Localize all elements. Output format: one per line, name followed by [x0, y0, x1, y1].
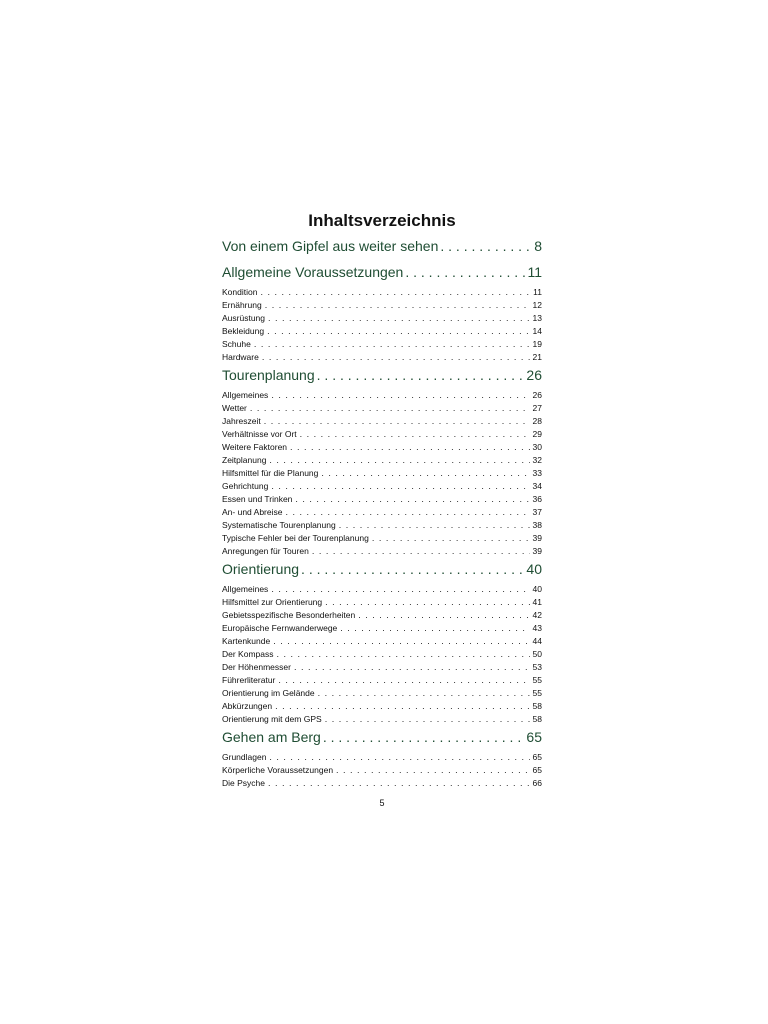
entry-title: Europäische Fernwanderwege	[222, 623, 338, 633]
chapter-title: Gehen am Berg	[222, 729, 321, 745]
leader-dots	[254, 338, 530, 351]
entry-page: 39	[532, 546, 542, 556]
toc-section-5	[222, 729, 542, 790]
leader-dots	[278, 674, 529, 687]
chapter-title: Tourenplanung	[222, 367, 315, 383]
leader-dots	[358, 609, 529, 622]
leader-dots	[268, 777, 530, 790]
entry-page: 26	[532, 390, 542, 400]
toc-entry	[222, 661, 542, 674]
toc-title: Inhaltsverzeichnis	[308, 211, 456, 230]
toc-entry	[222, 493, 542, 506]
toc-entry	[222, 687, 542, 700]
leader-dots	[336, 764, 529, 777]
entry-page: 11	[533, 287, 542, 297]
toc-entry	[222, 415, 542, 428]
leader-dots	[250, 402, 530, 415]
entry-title: Abkürzungen	[222, 701, 273, 711]
chapter-page: 8	[534, 238, 542, 254]
toc-section-4	[222, 561, 542, 726]
entry-page: 29	[532, 429, 542, 439]
leader-dots	[273, 635, 529, 648]
leader-dots	[294, 661, 530, 674]
entry-title: Verhältnisse vor Ort	[222, 429, 297, 439]
entry-page: 58	[532, 701, 542, 711]
toc-entry	[222, 299, 542, 312]
entry-page: 65	[532, 765, 542, 775]
leader-dots	[290, 441, 529, 454]
entry-title: Gebietsspezifische Besonderheiten	[222, 610, 356, 620]
toc-entry	[222, 467, 542, 480]
toc-entry	[222, 338, 542, 351]
toc-entry	[222, 519, 542, 532]
entry-title: Gehrichtung	[222, 481, 269, 491]
leader-dots	[269, 454, 529, 467]
entry-page: 65	[532, 752, 542, 762]
leader-dots	[325, 596, 529, 609]
entry-title: Grundlagen	[222, 752, 267, 762]
leader-dots	[260, 286, 530, 299]
entry-page: 32	[532, 455, 542, 465]
chapter-title: Orientierung	[222, 561, 300, 577]
entry-title: Orientierung im Gelände	[222, 688, 315, 698]
toc-entry	[222, 325, 542, 338]
toc-entry	[222, 312, 542, 325]
entry-title: Hilfsmittel zur Orientierung	[222, 597, 323, 607]
leader-dots	[300, 428, 530, 441]
toc-section-2	[222, 264, 542, 364]
entry-title: An- und Abreise	[222, 507, 283, 517]
entry-page: 53	[532, 662, 542, 672]
entry-title: Essen und Trinken	[222, 494, 293, 504]
entry-title: Ernährung	[222, 300, 262, 310]
toc-entry	[222, 764, 542, 777]
leader-dots	[271, 583, 529, 596]
entry-page: 13	[532, 313, 542, 323]
chapter-row	[222, 729, 542, 751]
toc-entry	[222, 506, 542, 519]
toc-entry	[222, 583, 542, 596]
chapter-title: Von einem Gipfel aus weiter sehen	[222, 238, 439, 254]
toc-section-3	[222, 367, 542, 558]
leader-dots	[275, 700, 529, 713]
toc-entry	[222, 480, 542, 493]
chapter-page: 11	[527, 264, 542, 280]
entry-title: Typische Fehler bei der Tourenplanung	[222, 533, 369, 543]
entry-title: Wetter	[222, 403, 247, 413]
leader-dots	[271, 389, 529, 402]
toc-entry	[222, 751, 542, 764]
entry-page: 34	[532, 481, 542, 491]
entry-page: 50	[532, 649, 542, 659]
entry-title: Hardware	[222, 352, 259, 362]
leader-dots	[325, 713, 530, 726]
leader-dots	[262, 351, 530, 364]
toc-entry	[222, 428, 542, 441]
entry-title: Der Kompass	[222, 649, 274, 659]
toc-entry	[222, 674, 542, 687]
entry-title: Kondition	[222, 287, 258, 297]
toc-section-1	[222, 238, 542, 260]
entry-page: 36	[532, 494, 542, 504]
leader-dots	[372, 532, 530, 545]
leader-dots	[277, 648, 530, 661]
entry-title: Kartenkunde	[222, 636, 271, 646]
leader-dots	[340, 622, 529, 635]
entry-title: Allgemeines	[222, 390, 269, 400]
entry-title: Systematische Tourenplanung	[222, 520, 336, 530]
entry-page: 30	[532, 442, 542, 452]
leader-dots	[265, 299, 530, 312]
entry-title: Anregungen für Touren	[222, 546, 309, 556]
leader-dots	[295, 493, 529, 506]
leader-dots	[268, 312, 530, 325]
chapter-page: 65	[526, 729, 542, 745]
entry-title: Zeitplanung	[222, 455, 267, 465]
entry-title: Bekleidung	[222, 326, 265, 336]
entry-page: 19	[532, 339, 542, 349]
toc-entry	[222, 454, 542, 467]
entry-page: 21	[532, 352, 542, 362]
entry-title: Körperliche Voraussetzungen	[222, 765, 334, 775]
toc-entry	[222, 532, 542, 545]
leader-dots	[285, 506, 529, 519]
leader-dots	[318, 687, 530, 700]
entry-title: Weitere Faktoren	[222, 442, 288, 452]
entry-page: 58	[532, 714, 542, 724]
entry-page: 28	[532, 416, 542, 426]
leader-dots	[339, 519, 530, 532]
entry-page: 33	[532, 468, 542, 478]
toc-entry	[222, 545, 542, 558]
entry-title: Allgemeines	[222, 584, 269, 594]
chapter-row	[222, 561, 542, 583]
entry-page: 27	[532, 403, 542, 413]
leader-dots	[440, 238, 532, 254]
chapter-row	[222, 367, 542, 389]
entry-title: Ausrüstung	[222, 313, 265, 323]
entry-page: 41	[532, 597, 542, 607]
toc-entry	[222, 635, 542, 648]
entry-title: Orientierung mit dem GPS	[222, 714, 322, 724]
toc-entry	[222, 441, 542, 454]
toc-entry	[222, 622, 542, 635]
chapter-page: 26	[526, 367, 542, 383]
entry-page: 12	[532, 300, 542, 310]
leader-dots	[269, 751, 529, 764]
leader-dots	[264, 415, 530, 428]
toc-entry	[222, 609, 542, 622]
entry-page: 55	[532, 688, 542, 698]
toc-entry	[222, 713, 542, 726]
entry-title: Hilfsmittel für die Planung	[222, 468, 319, 478]
toc-entry	[222, 286, 542, 299]
leader-dots	[267, 325, 529, 338]
toc-entry	[222, 700, 542, 713]
leader-dots	[312, 545, 530, 558]
toc-entry	[222, 351, 542, 364]
entry-title: Jahreszeit	[222, 416, 261, 426]
entry-page: 39	[532, 533, 542, 543]
leader-dots	[405, 264, 525, 280]
leader-dots	[317, 367, 525, 383]
toc-entry	[222, 402, 542, 415]
entry-page: 55	[532, 675, 542, 685]
entry-page: 66	[532, 778, 542, 788]
chapter-row	[222, 264, 542, 286]
entry-page: 43	[532, 623, 542, 633]
entry-title: Führerliteratur	[222, 675, 276, 685]
entry-page: 42	[532, 610, 542, 620]
entry-title: Der Höhenmesser	[222, 662, 291, 672]
entry-page: 40	[532, 584, 542, 594]
chapter-row	[222, 238, 542, 260]
leader-dots	[321, 467, 529, 480]
chapter-page: 40	[526, 561, 542, 577]
toc-entry	[222, 596, 542, 609]
leader-dots	[323, 729, 525, 745]
leader-dots	[271, 480, 529, 493]
entry-title: Schuhe	[222, 339, 251, 349]
toc-entry	[222, 777, 542, 790]
entry-page: 37	[532, 507, 542, 517]
entry-page: 44	[532, 636, 542, 646]
entry-page: 14	[532, 326, 542, 336]
page-number: 5	[379, 798, 385, 808]
chapter-title: Allgemeine Voraussetzungen	[222, 264, 404, 280]
leader-dots	[301, 561, 524, 577]
toc-entry	[222, 648, 542, 661]
entry-page: 38	[532, 520, 542, 530]
entry-title: Die Psyche	[222, 778, 265, 788]
toc-entry	[222, 389, 542, 402]
